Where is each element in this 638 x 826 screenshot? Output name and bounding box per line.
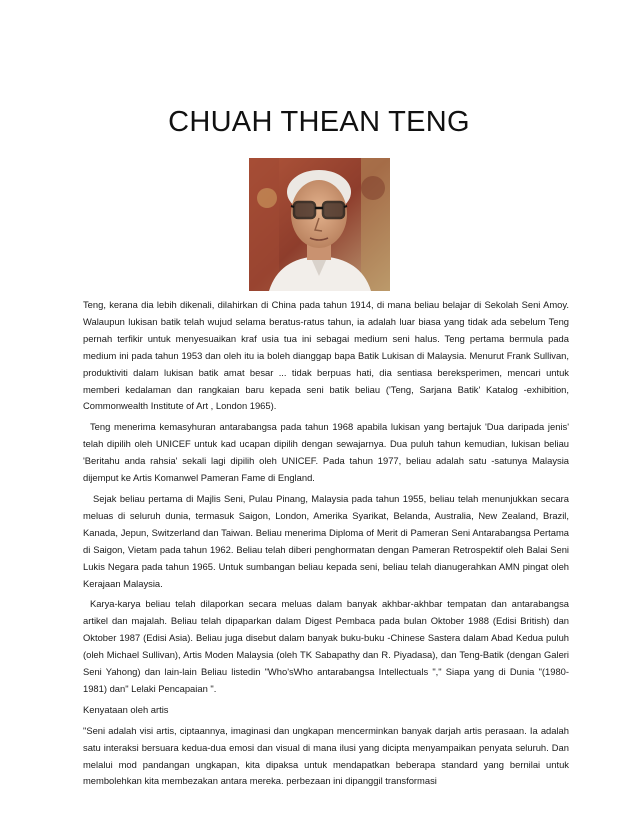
paragraph-publications: Karya-karya beliau telah dilaporkan secara meluas dalam banyak akhbar-akhbar tempatan dan antarabangsa artikel dan majalah. Beliau telah dipaparkan dalam Digest Pembaca pada bulan Oktober 1988 (Edisi British) dan Oktober 1987 (Edisi Asia). Beliau juga disebut dalam banyak buku-buku -Chinese Sastera dalam Abad Kedua puluh (oleh Michael Sullivan), Artis Moden Malaysia (oleh TK Sabapathy dan R. Piyadasa), dan Teng-Batik (dengan Galeri Seni Yahong) dan lain-lain Beliau listedin "Who'sWho antarabangsa Intellectuals "," Siapa yang di Dunia "(1980-1981) dan" Lelaki Pencapaian ". bbox=[83, 598, 569, 694]
paragraph-international-fame: Teng menerima kemasyhuran antarabangsa pada tahun 1968 apabila lukisan yang bertajuk 'Dua daripada jenis' telah dipilih oleh UNICEF untuk kad ucapan dipilih dengan sewajarnya. Dua puluh tahun kemudian, lukisan beliau 'Beritahu anda rahsia' sekali lagi dipilih oleh UNICEF. Pada tahun 1977, beliau adalah satu -satunya Malaysia dijemput ke Artis Komanwel Pameran Fame di England. bbox=[83, 421, 569, 484]
article-body bbox=[83, 297, 569, 790]
artist-portrait bbox=[249, 158, 390, 291]
page-title: CHUAH THEAN TENG bbox=[168, 106, 470, 138]
paragraph-intro: Teng, kerana dia lebih dikenali, dilahirkan di China pada tahun 1914, di mana beliau belajar di Sekolah Seni Amoy. Walaupun lukisan batik telah wujud selama beratus-ratus tahun, ia adalah luar biasa yang tidak ada sebelum Teng pernah terfikir untuk menyesuaikan kraf usia tua ini sebagai medium seni halus. Teng pertama bermula pada medium ini pada tahun 1953 dan oleh itu ia boleh dianggap bapa Batik Lukisan di Malaysia. Menurut Frank Sullivan, produktiviti dalam lukisan batik amat besar ... tidak berpuas hati, dia sentiasa bereksperimen, mencari untuk memberi kedalaman dan rangkaian baru kepada seni batik beliau ('Teng, Sarjana Batik' Katalog -exhibition, Commonwealth Institute of Art , London 1965). bbox=[83, 299, 569, 412]
paragraph-artist-statement: "Seni adalah visi artis, ciptaannya, imaginasi dan ungkapan mencerminkan banyak darjah artis perasaan. Ia adalah satu interaksi bersuara kedua-dua emosi dan visual di mana ilusi yang dicipta menyampaikan penyata seluruh. Dan melalui mod pandangan ungkapan, kita dipaksa untuk mendapatkan beberapa standard yang bernilai untuk membolehkan kita membezakan antara mereka. perbezaan ini dipanggil transformasi bbox=[83, 724, 569, 787]
paragraph-exhibitions: Sejak beliau pertama di Majlis Seni, Pulau Pinang, Malaysia pada tahun 1955, beliau telah menunjukkan secara meluas di seluruh dunia, termasuk Saigon, London, Amerika Syarikat, Belanda, Australia, New Zealand, Brazil, Kanada, Jepun, Switzerland dan Taiwan. Beliau menerima Diploma of Merit di Pameran Seni Antarabangsa Pertama di Saigon, Vietam pada tahun 1962. Beliau telah diberi penghormatan dengan Pameran Retrospektif oleh Balai Seni Lukis Negara pada tahun 1965. Untuk sumbangan beliau kepada seni, beliau telah dianugerahkan AMN pingat oleh Kerajaan Malaysia. bbox=[83, 492, 569, 589]
section-heading-artist-statement: Kenyataan oleh artis bbox=[83, 703, 169, 715]
